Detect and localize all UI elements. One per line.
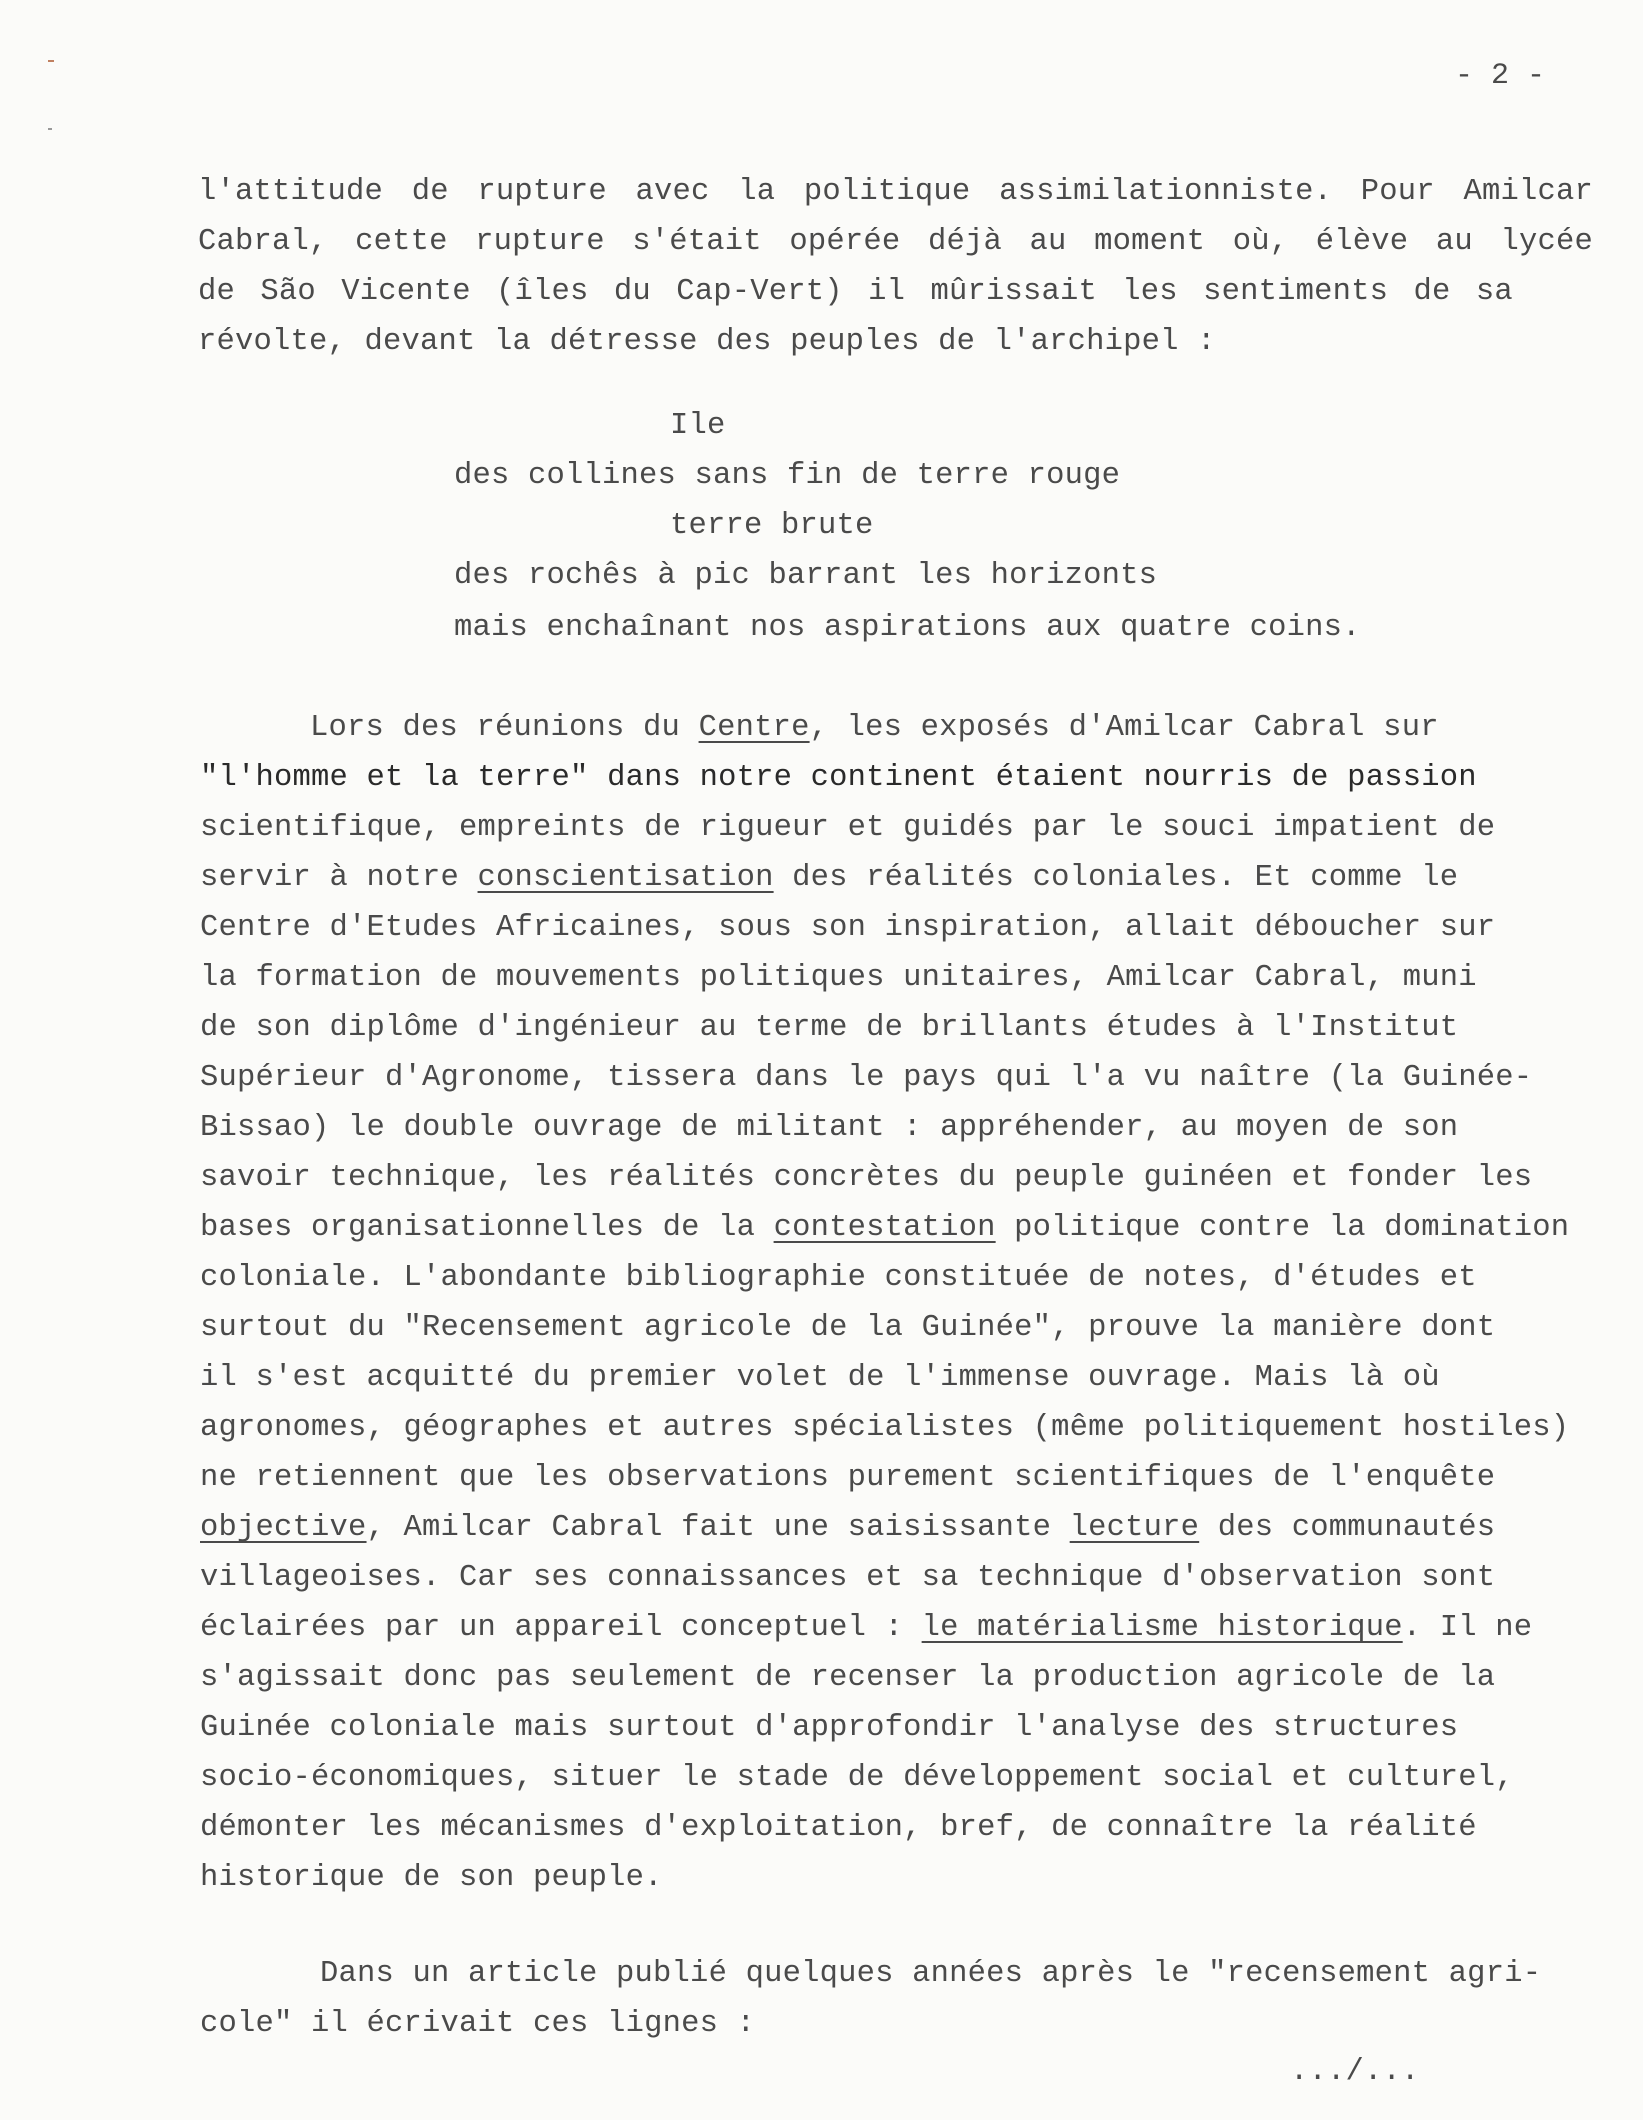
text-run: éclairées par un appareil conceptuel : — [200, 1611, 922, 1645]
word: sentiments — [1203, 275, 1389, 309]
para1-line-13: surtout du "Recensement agricole de la Guinée", prouve la manière dont — [200, 1311, 1496, 1345]
para1-line-24: historique de son peuple. — [200, 1861, 663, 1895]
word: les — [1122, 275, 1178, 309]
para1-line-5: Centre d'Etudes Africaines, sous son inspiration, allait déboucher sur — [200, 911, 1496, 945]
text-run: , Amilcar Cabral fait une saisissante — [366, 1511, 1070, 1545]
word: élève — [1315, 225, 1409, 259]
word: assimilationniste. — [999, 175, 1333, 209]
word: São — [260, 275, 316, 309]
para2-line-1: Dans un article publié quelques années après le "recensement agri- — [320, 1957, 1542, 1991]
intro-line-1 — [198, 172, 1593, 212]
para1-line-22: socio-économiques, situer le stade de développement social et culturel, — [200, 1761, 1514, 1795]
para1-line-23: démonter les mécanismes d'exploitation, bref, de connaître la réalité — [200, 1811, 1477, 1845]
para1-line-16: ne retiennent que les observations purement scientifiques de l'enquête — [200, 1461, 1496, 1495]
underlined-text: lecture — [1069, 1511, 1200, 1545]
poem-line: des collines sans fin de terre rouge — [454, 459, 1121, 493]
word: Cabral, — [198, 225, 328, 259]
word: Amilcar — [1463, 175, 1593, 209]
intro-line-3 — [198, 272, 1513, 312]
word: de — [1413, 275, 1451, 309]
paper-speck — [48, 128, 52, 130]
text-run: Lors des réunions du — [310, 711, 699, 745]
para2-line-2: cole" il écrivait ces lignes : — [200, 2007, 756, 2041]
word: s'était — [632, 225, 762, 259]
intro-line-4: révolte, devant la détresse des peuples de l'archipel : — [198, 325, 1216, 359]
para1-line-18: villageoises. Car ses connaissances et sa technique d'observation sont — [200, 1561, 1496, 1595]
text-run: politique contre la domination — [995, 1211, 1570, 1245]
word: où, — [1232, 225, 1289, 259]
underlined-text: contestation — [773, 1211, 996, 1245]
word: au — [1029, 225, 1067, 259]
para1-line-2: "l'homme et la terre" dans notre continent étaient nourris de passion — [200, 761, 1477, 795]
word: moment — [1094, 225, 1206, 259]
page-number: - 2 - — [1455, 59, 1546, 93]
para1-line-15: agronomes, géographes et autres spécialistes (même politiquement hostiles) — [200, 1411, 1570, 1445]
para1-line-10: savoir technique, les réalités concrètes du peuple guinéen et fonder les — [200, 1161, 1533, 1195]
word: l'attitude — [198, 175, 384, 209]
poem-line: Ile — [670, 409, 726, 443]
word: sa — [1475, 275, 1513, 309]
continuation-mark: .../... — [1290, 2055, 1420, 2089]
text-run: servir à notre — [200, 861, 478, 895]
word: cette — [355, 225, 448, 259]
para1-line-19 — [200, 1608, 1532, 1648]
word: rupture — [475, 225, 605, 259]
poem-line: mais enchaînant nos aspirations aux quatre coins. — [454, 611, 1361, 645]
word: de — [411, 175, 449, 209]
para1-line-21: Guinée coloniale mais surtout d'approfondir l'analyse des structures — [200, 1711, 1459, 1745]
text-run: , les exposés d'Amilcar Cabral sur — [809, 711, 1439, 745]
para1-line-17 — [200, 1508, 1495, 1548]
intro-line-2 — [198, 222, 1593, 262]
para1-line-12: coloniale. L'abondante bibliographie constituée de notes, d'études et — [200, 1261, 1477, 1295]
word: (îles — [496, 275, 589, 309]
para1-line-14: il s'est acquitté du premier volet de l'immense ouvrage. Mais là où — [200, 1361, 1440, 1395]
word: Vicente — [341, 275, 471, 309]
paper-speck — [48, 60, 54, 62]
para1-line-6: la formation de mouvements politiques unitaires, Amilcar Cabral, muni — [200, 961, 1477, 995]
para1-line-4 — [200, 858, 1458, 898]
para1-line-11 — [200, 1208, 1569, 1248]
word: la — [738, 175, 776, 209]
para1-line-20: s'agissait donc pas seulement de recenser la production agricole de la — [200, 1661, 1496, 1695]
para1-line-9: Bissao) le double ouvrage de militant : appréhender, au moyen de son — [200, 1111, 1459, 1145]
text-run: des réalités coloniales. Et comme le — [773, 861, 1459, 895]
word: du — [613, 275, 651, 309]
para1-line-8: Supérieur d'Agronome, tissera dans le pays qui l'a vu naître (la Guinée- — [200, 1061, 1533, 1095]
word: politique — [803, 175, 971, 209]
word: opérée — [789, 225, 901, 259]
word: mûrissait — [930, 275, 1097, 309]
text-run: des communautés — [1199, 1511, 1496, 1545]
word: avec — [635, 175, 710, 209]
word: déjà — [927, 225, 1002, 259]
word: rupture — [477, 175, 607, 209]
underlined-text: conscientisation — [477, 861, 774, 895]
word: il — [868, 275, 906, 309]
word: Cap-Vert) — [676, 275, 843, 309]
poem-line: des rochês à pic barrant les horizonts — [454, 559, 1158, 593]
word: de — [198, 275, 236, 309]
poem-line: terre brute — [670, 509, 874, 543]
word: Pour — [1360, 175, 1435, 209]
para1-line-3: scientifique, empreints de rigueur et guidés par le souci impatient de — [200, 811, 1496, 845]
text-run: bases organisationnelles de la — [200, 1211, 774, 1245]
word: au — [1435, 225, 1473, 259]
underlined-text: le matérialisme historique — [921, 1611, 1403, 1645]
para1-line-1 — [310, 708, 1439, 748]
word: lycée — [1500, 225, 1593, 259]
text-run: . Il ne — [1402, 1611, 1533, 1645]
para1-line-7: de son diplôme d'ingénieur au terme de brillants études à l'Institut — [200, 1011, 1459, 1045]
underlined-text: Centre — [698, 711, 810, 745]
underlined-text: objective — [200, 1511, 367, 1545]
